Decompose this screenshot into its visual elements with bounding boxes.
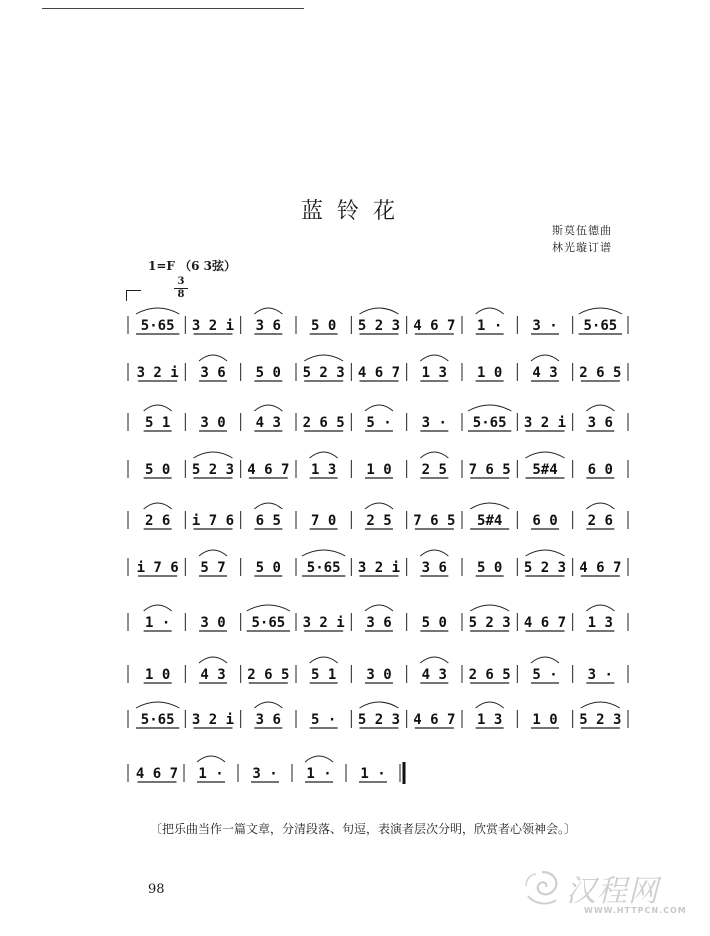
measure-notes: 5 2 3	[579, 712, 622, 728]
measure-notes: 1 3	[421, 365, 447, 381]
measure-notes: i 7 6	[191, 513, 235, 529]
measure-notes: 2 5	[421, 462, 447, 478]
slur-arc	[247, 605, 290, 611]
measure-notes: 3 0	[200, 615, 226, 631]
measure-notes: 4 3	[532, 365, 558, 381]
measure-notes: 4 3	[200, 667, 226, 683]
measure-notes: 1 ·	[360, 766, 386, 782]
measure-notes: i 7 6	[136, 560, 179, 576]
measure-notes: 2 6	[145, 513, 171, 529]
slur-arc	[144, 405, 172, 411]
slur-arc	[468, 405, 511, 411]
slur-arc	[310, 657, 338, 663]
measure-notes: 5·65	[583, 318, 618, 334]
slur-arc	[586, 605, 614, 611]
slur-arc	[365, 405, 393, 411]
slur-arc	[470, 503, 509, 509]
watermark-name: 汉程网	[566, 874, 659, 909]
slur-arc	[254, 702, 282, 708]
measure-notes: 5 0	[421, 615, 447, 631]
measure-notes: 3 ·	[252, 766, 278, 782]
measure-notes: 4 6 7	[247, 462, 290, 478]
key-signature: 1=F （6 3弦）	[148, 259, 236, 273]
measure-notes: 2 6 5	[579, 365, 622, 381]
swirl-logo-icon	[520, 866, 564, 910]
measure-notes: 7 6 5	[413, 513, 456, 529]
slur-arc	[420, 550, 448, 556]
measure-notes: 3 0	[200, 415, 226, 431]
measure-notes: 7 0	[311, 513, 337, 529]
slur-arc	[420, 657, 448, 663]
measure-notes: 1 ·	[477, 318, 503, 334]
slur-arc	[254, 503, 282, 509]
slur-arc	[197, 756, 225, 762]
slur-arc	[586, 405, 614, 411]
measure-notes: 5#4	[532, 462, 558, 478]
slur-arc	[579, 308, 622, 314]
measure-notes: 5·65	[472, 415, 507, 431]
measure-notes: 4 3	[421, 667, 447, 683]
measure-notes: 5 ·	[311, 712, 337, 728]
slur-arc	[420, 355, 448, 361]
slur-arc	[199, 355, 227, 361]
measure-notes: 5 1	[311, 667, 337, 683]
slur-arc	[304, 355, 343, 361]
slur-arc	[136, 702, 179, 708]
measure-notes: 3 2 i	[523, 415, 567, 431]
time-signature-top: 3	[177, 276, 185, 287]
measure-notes: 5·65	[140, 712, 175, 728]
slur-arc	[199, 550, 227, 556]
measure-notes: 4 6 7	[357, 365, 401, 381]
slur-arc	[194, 452, 233, 458]
page-number: 98	[148, 882, 165, 897]
measure-notes: 5 0	[255, 365, 281, 381]
measure-notes: 3 ·	[587, 667, 613, 683]
slur-arc	[144, 605, 172, 611]
measure-notes: 3 2 i	[357, 560, 401, 576]
measure-notes: 6 5	[255, 513, 281, 529]
measure-notes: 2 5	[366, 513, 392, 529]
measure-notes: 5#4	[477, 513, 503, 529]
slur-arc	[254, 308, 282, 314]
watermark	[520, 862, 705, 924]
measure-notes: 6 0	[532, 513, 558, 529]
measure-notes: 5 2 3	[523, 560, 567, 576]
slur-arc	[199, 657, 227, 663]
measure-notes: 5 0	[145, 462, 171, 478]
slur-arc	[302, 550, 345, 556]
measure-notes: 2 6 5	[302, 415, 345, 431]
measure-notes: 1 ·	[145, 615, 171, 631]
slur-arc	[136, 308, 179, 314]
measure-notes: 4 6 7	[523, 615, 567, 631]
time-signature-bottom: 8	[177, 289, 185, 300]
measure-notes: 5·65	[251, 615, 286, 631]
slur-arc	[586, 503, 614, 509]
slur-arc	[365, 605, 393, 611]
measure-notes: 3 0	[366, 667, 392, 683]
measure-notes: 4 6 7	[413, 318, 456, 334]
measure-notes: 1 0	[366, 462, 392, 478]
measure-notes: 4 6 7	[135, 766, 179, 782]
measure-notes: 5 ·	[532, 667, 558, 683]
measure-notes: 3 2 i	[302, 615, 345, 631]
measure-notes: 1 0	[532, 712, 558, 728]
measure-notes: 4 6 7	[579, 560, 622, 576]
measure-notes: 5 0	[255, 560, 281, 576]
slur-arc	[420, 452, 448, 458]
measure-notes: 3 6	[421, 560, 447, 576]
measure-notes: 3 6	[366, 615, 392, 631]
measure-notes: 3 6	[200, 365, 226, 381]
measure-notes: 5 2 3	[468, 615, 511, 631]
slur-arc	[365, 503, 393, 509]
slur-arc	[531, 657, 559, 663]
measure-notes: 3 6	[587, 415, 613, 431]
measure-notes: 5 0	[311, 318, 337, 334]
slur-arc	[526, 550, 565, 556]
measure-notes: 3 6	[255, 318, 281, 334]
measure-notes: 2 6	[587, 513, 613, 529]
measure-notes: 1 3	[587, 615, 613, 631]
slur-arc	[360, 702, 399, 708]
measure-notes: 1 ·	[198, 766, 224, 782]
slur-arc	[310, 452, 338, 458]
slur-arc	[360, 308, 399, 314]
measure-notes: 4 6 7	[413, 712, 456, 728]
measure-notes: 2 6 5	[468, 667, 511, 683]
measure-notes: 6 0	[587, 462, 613, 478]
measure-notes: 5 2 3	[191, 462, 235, 478]
measure-notes: 1 0	[477, 365, 503, 381]
slur-arc	[144, 503, 172, 509]
slur-arc	[531, 355, 559, 361]
measure-notes: 5·65	[140, 318, 175, 334]
arranger-credit: 林光璇订谱	[552, 241, 612, 254]
measure-notes: 5 2 3	[357, 712, 401, 728]
measure-notes: 5 1	[145, 415, 171, 431]
measure-notes: 1 3	[311, 462, 337, 478]
measure-notes: 3 6	[255, 712, 281, 728]
song-title: 蓝铃花	[300, 199, 409, 224]
measure-notes: 5 ·	[366, 415, 392, 431]
slur-arc	[581, 702, 620, 708]
slur-arc	[470, 605, 509, 611]
measure-notes: 1 3	[477, 712, 503, 728]
measure-notes: 1 0	[145, 667, 171, 683]
slur-arc	[526, 452, 565, 458]
measure-notes: 5 7	[200, 560, 226, 576]
measure-notes: 3 ·	[421, 415, 447, 431]
measure-notes: 7 6 5	[468, 462, 511, 478]
measure-notes: 3 2 i	[191, 712, 235, 728]
watermark-url: WWW.HTTPCN.COM	[584, 906, 687, 915]
measure-notes: 5 2 3	[302, 365, 345, 381]
measure-notes: 3 2 i	[136, 365, 179, 381]
measure-notes: 5 2 3	[357, 318, 401, 334]
slur-arc	[305, 756, 333, 762]
measure-notes: 2 6 5	[247, 667, 290, 683]
slur-arc	[476, 702, 504, 708]
measure-notes: 3 2 i	[191, 318, 235, 334]
composer-credit: 斯莫伍德曲	[552, 224, 612, 237]
slur-arc	[476, 308, 504, 314]
measure-notes: 5·65	[306, 560, 341, 576]
slur-arc	[254, 405, 282, 411]
performance-note: 〔把乐曲当作一篇文章，分清段落、句逗，表演者层次分明，欣赏者心领神会。〕	[150, 822, 577, 836]
measure-notes: 4 3	[255, 415, 281, 431]
measure-notes: 5 0	[477, 560, 503, 576]
measure-notes: 3 ·	[532, 318, 558, 334]
measure-notes: 1 ·	[306, 766, 332, 782]
